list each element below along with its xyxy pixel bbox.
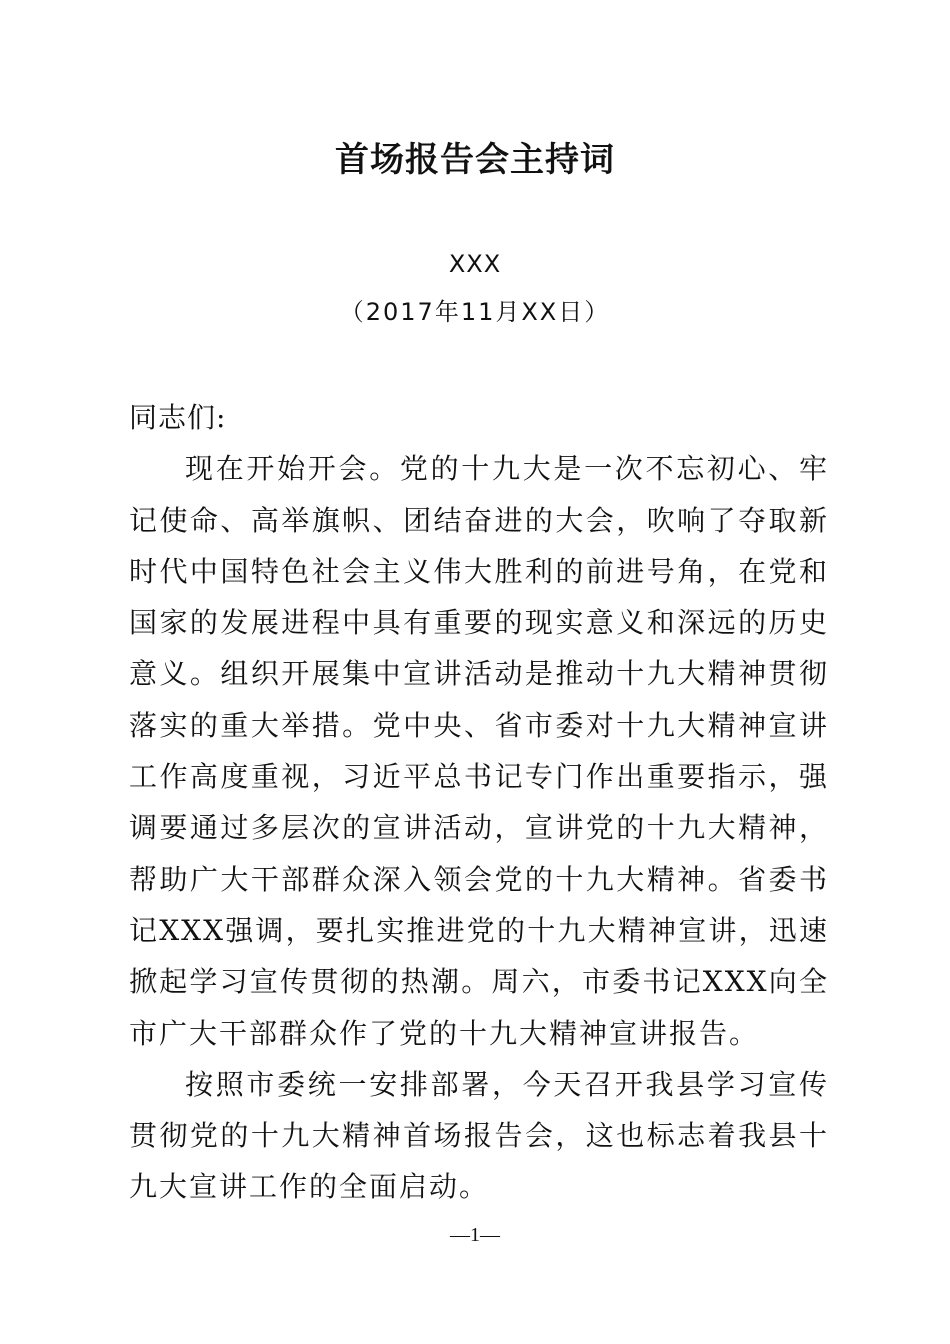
- page-number: —1—: [450, 1224, 500, 1246]
- paragraph-1: 现在开始开会。党的十九大是一次不忘初心、牢记使命、高举旗帜、团结奋进的大会，吹响了夺取新时代中国特色社会主义伟大胜利的前进号角，在党和国家的发展进程中具有重要的现实意义和深远的历史意义。组织开展集中宣讲活动是推动十九大精神贯彻落实的重大举措。党中央、省市委对十九大精神宣讲工作高度重视，习近平总书记专门作出重要指示，强调要通过多层次的宣讲活动，宣讲党的十九大精神，帮助广大干部群众深入领会党的十九大精神。省委书记XXX强调，要扎实推进党的十九大精神宣讲，迅速掀起学习宣传贯彻的热潮。周六，市委书记XXX向全市广大干部群众作了党的十九大精神宣讲报告。: [129, 452, 829, 1050]
- greeting: 同志们:: [129, 401, 227, 434]
- document-body: [129, 392, 829, 1213]
- document-date: （2017年11月XX日）: [339, 298, 611, 326]
- document-title: 首场报告会主持词: [335, 140, 615, 180]
- document-author: XXX: [448, 250, 502, 278]
- paragraph-2: 按照市委统一安排部署，今天召开我县学习宣传贯彻党的十九大精神首场报告会，这也标志着我县十九大宣讲工作的全面启动。: [129, 1067, 829, 1204]
